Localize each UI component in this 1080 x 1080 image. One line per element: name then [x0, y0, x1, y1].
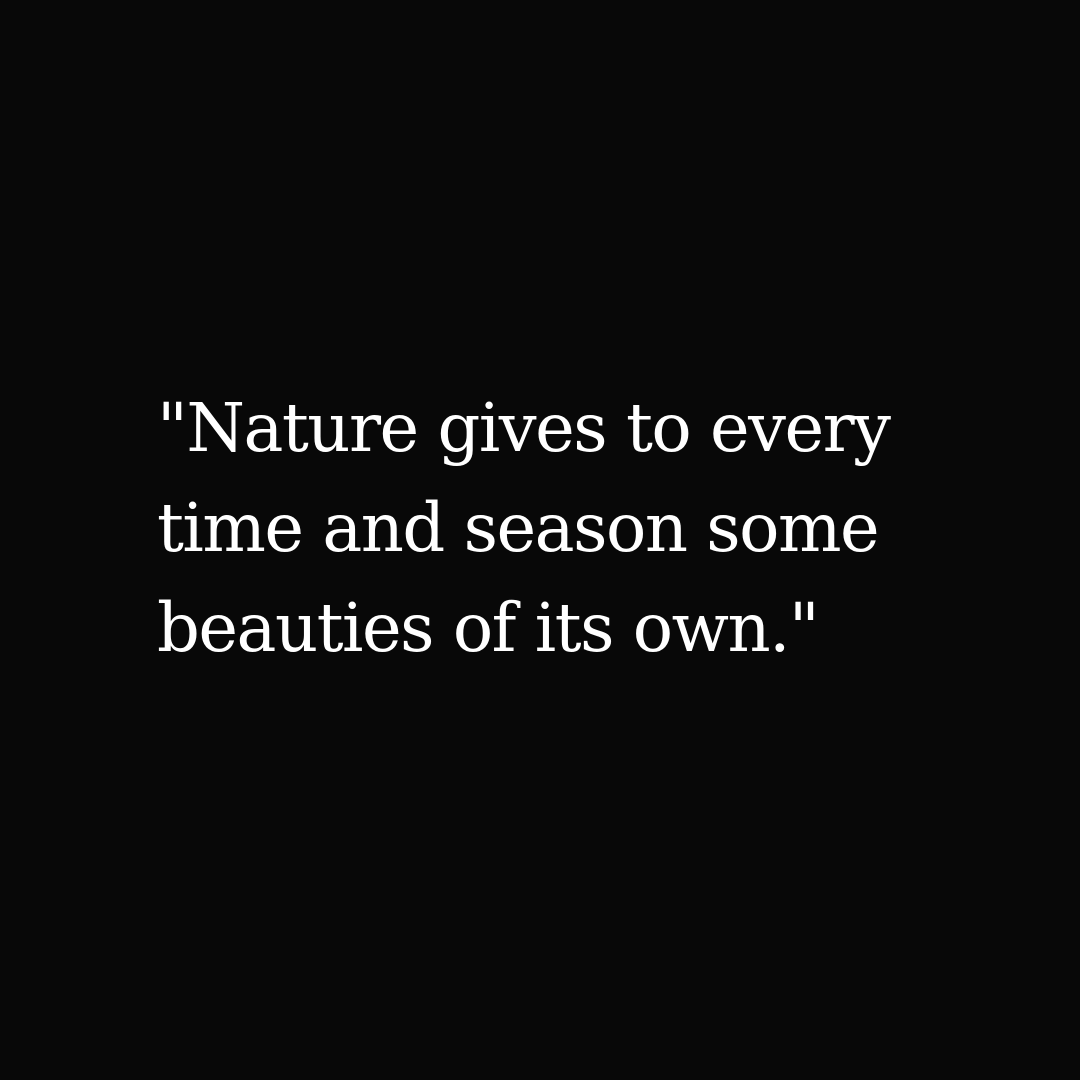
quote-block [157, 378, 1017, 678]
quote-line-1: "Nature gives to every [157, 389, 890, 467]
quote-line-3: beauties of its own." [157, 589, 819, 667]
quote-line-2: time and season some [157, 489, 879, 567]
